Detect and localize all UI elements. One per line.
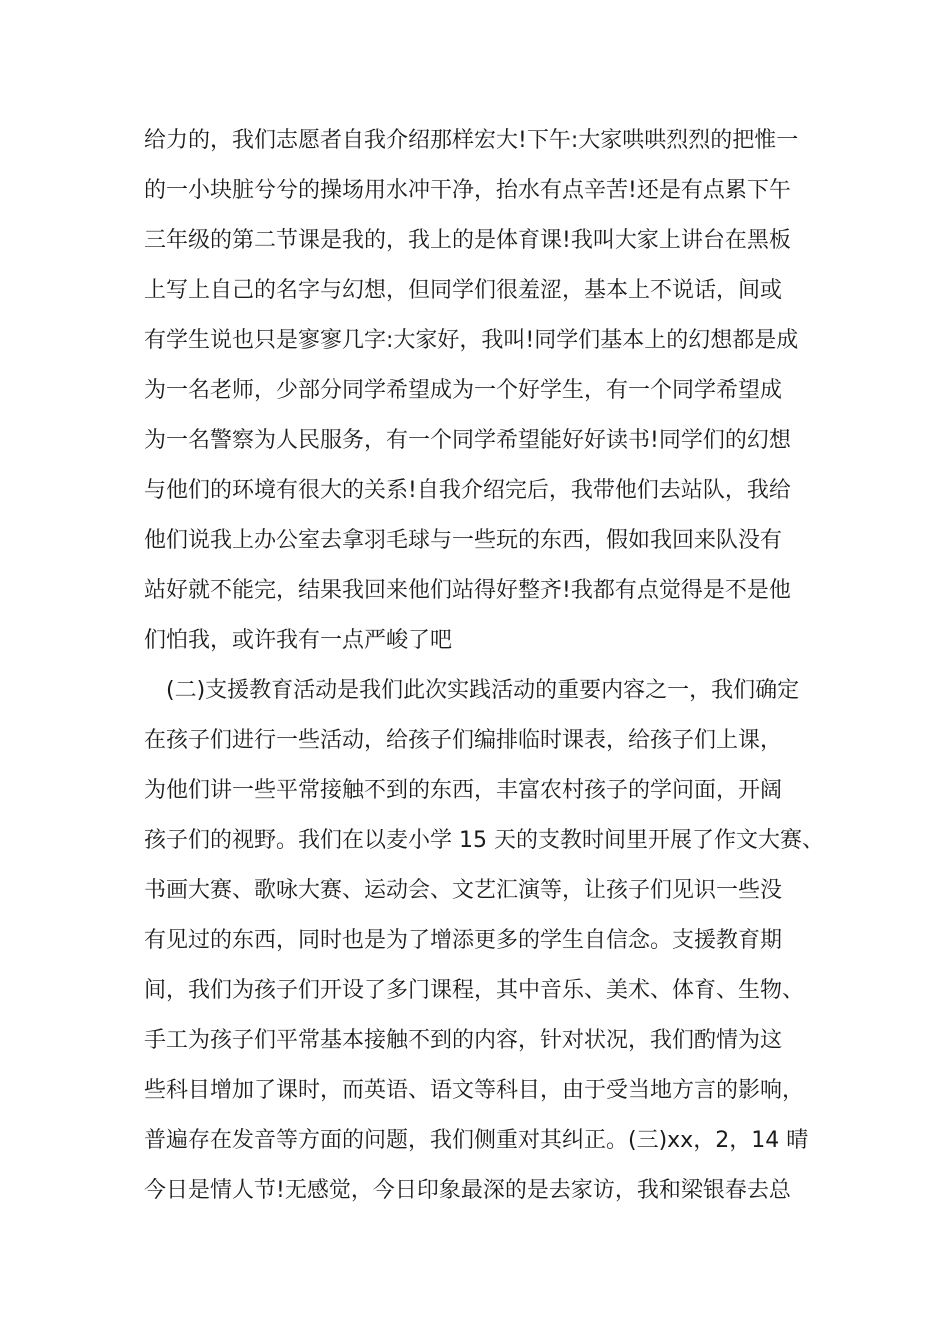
text-line: 与他们的环境有很大的关系!自我介绍完后，我带他们去站队，我给 bbox=[144, 478, 791, 503]
text-line: 的一小块脏兮兮的操场用水冲干净，抬水有点辛苦!还是有点累下午 bbox=[144, 178, 791, 203]
text-line: 为一名老师，少部分同学希望成为一个好学生，有一个同学希望成 bbox=[144, 378, 783, 403]
text-line: 有学生说也只是寥寥几字:大家好，我叫!同学们基本上的幻想都是成 bbox=[144, 328, 799, 353]
text-line: 们怕我，或许我有一点严峻了吧 bbox=[144, 628, 453, 653]
text-line: 三年级的第二节课是我的，我上的是体育课!我叫大家上讲台在黑板 bbox=[144, 228, 791, 253]
text-line: 手工为孩子们平常基本接触不到的内容，针对状况，我们酌情为这 bbox=[144, 1028, 783, 1053]
text-line: 些科目增加了课时，而英语、语文等科目，由于受当地方言的影响， bbox=[144, 1078, 805, 1103]
text-line: 今日是情人节!无感觉，今日印象最深的是去家访，我和梁银春去总 bbox=[144, 1178, 791, 1203]
text-line: 为一名警察为人民服务，有一个同学希望能好好读书!同学们的幻想 bbox=[144, 428, 791, 453]
text-line: 为他们讲一些平常接触不到的东西，丰富农村孩子的学问面，开阔 bbox=[144, 778, 783, 803]
text-line: 普遍存在发音等方面的问题，我们侧重对其纠正。(三)xx，2，14 晴 bbox=[144, 1128, 809, 1153]
text-line: 站好就不能完，结果我回来他们站得好整齐!我都有点觉得是不是他 bbox=[144, 578, 791, 603]
text-line: 他们说我上办公室去拿羽毛球与一些玩的东西，假如我回来队没有 bbox=[144, 528, 783, 553]
text-line: 间，我们为孩子们开设了多门课程，其中音乐、美术、体育、生物、 bbox=[144, 978, 805, 1003]
text-line: 上写上自己的名字与幻想，但同学们很羞涩，基本上不说话，间或 bbox=[144, 278, 783, 303]
text-line: 有见过的东西，同时也是为了增添更多的学生自信念。支援教育期 bbox=[144, 928, 783, 953]
text-line: 书画大赛、歌咏大赛、运动会、文艺汇演等，让孩子们见识一些没 bbox=[144, 878, 783, 903]
text-line: 给力的，我们志愿者自我介绍那样宏大!下午:大家哄哄烈烈的把惟一 bbox=[144, 128, 799, 153]
text-line: 在孩子们进行一些活动，给孩子们编排临时课表，给孩子们上课， bbox=[144, 728, 783, 753]
paragraph-first-line: (二)支援教育活动是我们此次实践活动的重要内容之一，我们确定 bbox=[166, 678, 800, 703]
text-line: 孩子们的视野。我们在以麦小学 15 天的支教时间里开展了作文大赛、 bbox=[144, 828, 824, 853]
